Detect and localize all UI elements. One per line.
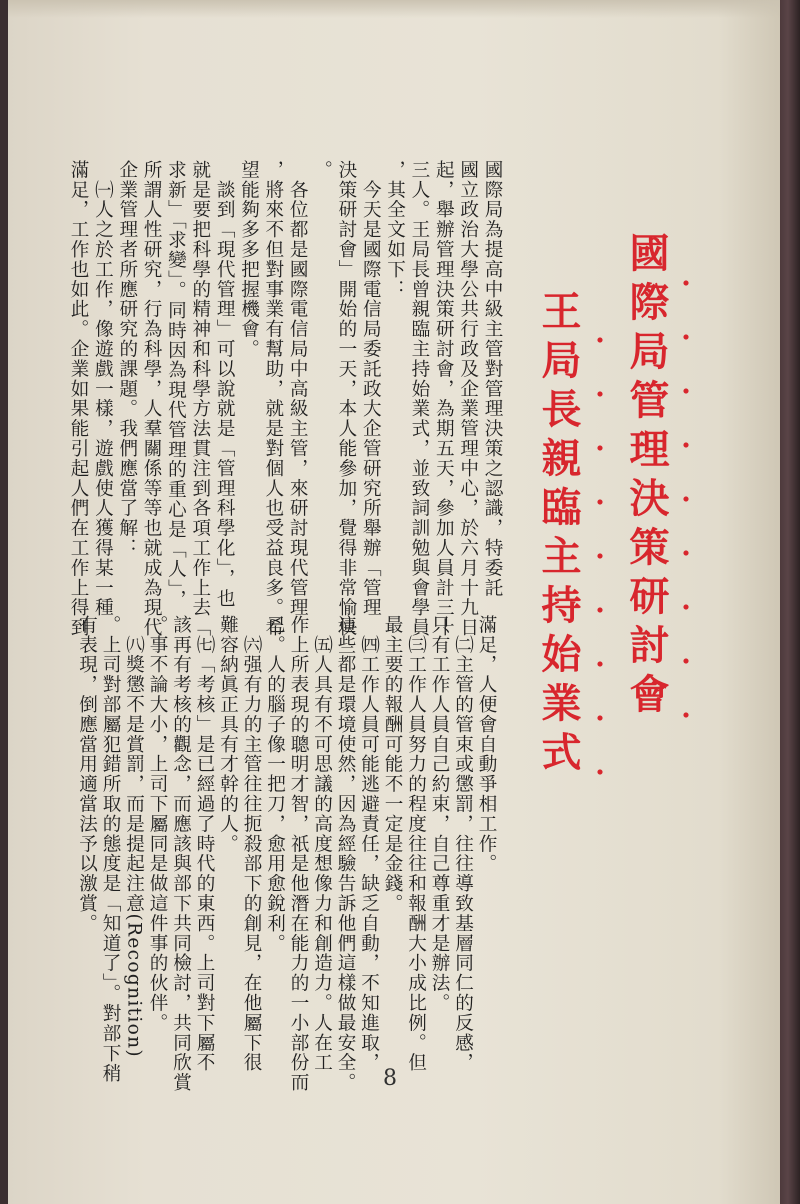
- bottom-block-column: 有表現，倒應當用適當法予以激賞。: [76, 615, 98, 934]
- bottom-block-column: 難容納眞正具有才幹的人。: [217, 615, 239, 854]
- bottom-block-column: 只有工作人員自己約束，自己尊重才是辦法。: [429, 615, 450, 1013]
- top-block-column: 決策研討會」開始的一天，本人能參加，覺得非常愉快: [335, 160, 357, 638]
- top-block-column: 就是要把科學的精神和科學方法貫注到各項工作上去「: [189, 160, 211, 638]
- bottom-block-column: ㈧獎懲不是賞罰，而是提起注意(Recognition): [123, 615, 145, 1058]
- top-block-column: 望能夠多多把握機會。: [238, 160, 260, 359]
- bottom-block-column: ㈥强有力的主管往往扼殺部下的創見，在他屬下很: [241, 615, 262, 1073]
- bottom-block-column: ㈤人具有不可思議的高度想像力和創造力。人在工: [311, 615, 333, 1073]
- title-dots-line1: [682, 256, 690, 766]
- bottom-block-column: 最主要的報酬可能不一定是金錢。: [382, 615, 403, 914]
- top-block-column: ，將來不但對事業有幫助，就是對個人也受益良多。希: [262, 160, 284, 638]
- top-block-column: 求新」「求變」。同時因為現代管理的重心是「人」，: [165, 160, 187, 610]
- top-block-column: 起，舉辦管理決策研討會，為期五天，參加人員計三十: [433, 160, 455, 638]
- top-block-column: 滿足，工作也如此。企業如果能引起人們在工作上得到: [68, 160, 90, 638]
- bottom-block-column: 該再有考核的觀念，而應該與部下共同檢討，共同欣賞: [170, 615, 192, 1093]
- top-block-column: 國立政治大學公共行政及企業管理中心，於六月十九日: [457, 160, 479, 638]
- top-block-column: 企業管理者所應研究的課題。我們應當了解：: [116, 160, 138, 558]
- top-block-column: 國際局為提高中級主管對管理決策之認識，特委託: [482, 160, 503, 598]
- top-block-column: 談到「現代管理」可以說就是「管理科學化」，也: [214, 160, 236, 609]
- book-binding: [780, 0, 800, 1204]
- title-dots-line2: [596, 313, 604, 813]
- bottom-block-column: ㈦「考核」是已經過了時代的東西。上司對下屬不: [194, 615, 215, 1073]
- bottom-block-column: ㈡主管的管束或懲罰，往往導致基層同仁的反感，: [452, 615, 474, 1073]
- article-title-line1: 國際局管理決策研討會: [623, 232, 669, 722]
- top-block-column: 。: [311, 160, 333, 180]
- top-block-column: 所謂人性研究，行為科學，人羣關係等等也就成為現代: [141, 160, 163, 638]
- bottom-block-column: 。上司對部屬犯錯所取的態度是「知道了」。對部下稍: [100, 615, 121, 1084]
- top-block-column: ，其全文如下：: [384, 160, 406, 300]
- page-number: 8: [383, 1066, 397, 1091]
- top-block-column: ㈠人之於工作，像遊戲一樣，遊戲使人獲得某一種: [92, 160, 114, 618]
- bottom-block-column: 這些都是環境使然，因為經驗告訴他們這樣做最安全。: [335, 615, 356, 1093]
- bottom-block-column: ㈢工作人員努力的程度往往和報酬大小成比例。但: [405, 615, 427, 1073]
- bottom-block-column: 作上所表現的聰明才智，祇是他潛在能力的一小部份而: [288, 615, 309, 1093]
- bottom-block-column: 滿足，人便會自動爭相工作。: [476, 615, 497, 874]
- bottom-block-column: ㈣工作人員可能逃避責任，缺乏自動，不知進取，: [358, 615, 380, 1073]
- bottom-block-column: 。事不論大小，上司下屬同是做這件事的伙伴。: [147, 615, 168, 1033]
- top-block-column: 各位都是國際電信局中高級主管，來研討現代管理: [287, 160, 309, 618]
- page-top-shadow: [8, 0, 780, 18]
- top-block-column: 今天是國際電信局委託政大企管研究所舉辦「管理: [360, 160, 382, 618]
- article-title-line2: 王局長親臨主持始業式: [535, 290, 581, 780]
- top-block-column: 三人。王局長曾親臨主持始業式，並致詞訓勉與會學員: [408, 160, 430, 638]
- bottom-block-column: 已。人的腦子像一把刀，愈用愈銳利。: [264, 615, 286, 954]
